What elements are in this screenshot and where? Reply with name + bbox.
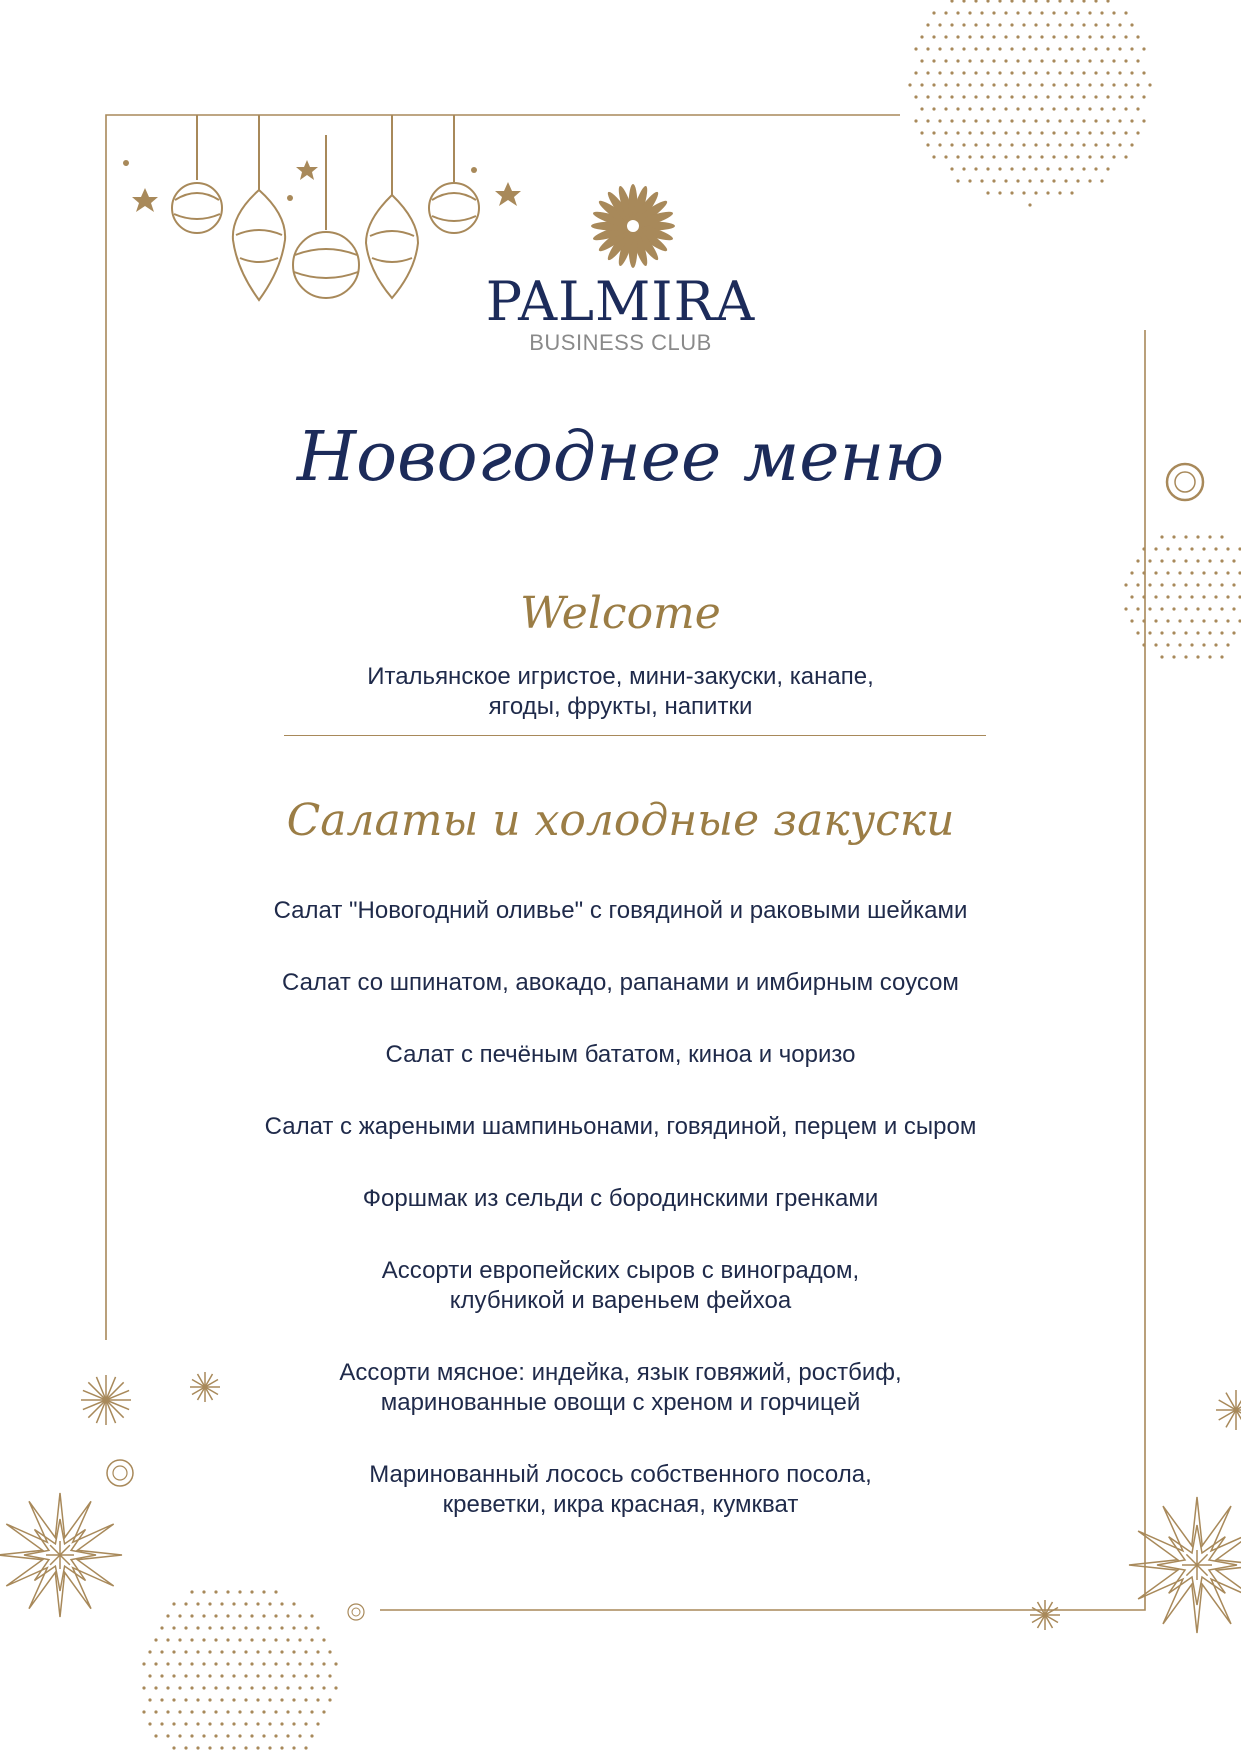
menu-item bbox=[0, 896, 1241, 926]
menu-item bbox=[0, 1358, 1241, 1418]
menu-item bbox=[0, 1040, 1241, 1070]
menu-item-text: Ассорти европейских сыров с виноградом, bbox=[381, 1257, 860, 1284]
menu-item-text: Форшмак из сельди с бородинскими гренками bbox=[362, 1185, 879, 1212]
menu-item bbox=[0, 1112, 1241, 1142]
section-divider bbox=[284, 735, 986, 736]
page-title: Новогоднее меню bbox=[296, 418, 945, 497]
menu-item bbox=[0, 1256, 1241, 1316]
star-icon bbox=[123, 160, 521, 212]
salads-list bbox=[0, 896, 1241, 1562]
welcome-line: ягоды, фрукты, напитки bbox=[488, 693, 753, 720]
menu-item-text: креветки, икра красная, кумкват bbox=[442, 1491, 799, 1518]
menu-item-text: Салат со шпинатом, авокадо, рапанами и имбирным соусом bbox=[282, 969, 959, 996]
menu-item-text: Салат "Новогодний оливье" с говядиной и раковыми шейками bbox=[273, 897, 968, 924]
welcome-line: Итальянское игристое, мини-закуски, канапе, bbox=[367, 663, 874, 690]
palm-emblem-icon bbox=[591, 184, 675, 268]
salads-heading: Салаты и холодные закуски bbox=[286, 795, 955, 846]
welcome-heading: Welcome bbox=[520, 588, 721, 639]
menu-item-text: клубникой и вареньем фейхоа bbox=[449, 1287, 792, 1314]
menu-item-text: Салат с жареными шампиньонами, говядиной, перцем и сыром bbox=[264, 1113, 977, 1140]
menu-item-text: Маринованный лосось собственного посола, bbox=[369, 1461, 872, 1488]
menu-item bbox=[0, 968, 1241, 998]
menu-item-text: Ассорти мясное: индейка, язык говяжий, ростбиф, bbox=[339, 1359, 902, 1386]
welcome-description bbox=[0, 662, 1241, 722]
logo-subtitle: BUSINESS CLUB bbox=[529, 330, 712, 355]
menu-item-text: Салат с печёным бататом, киноа и чоризо bbox=[385, 1041, 856, 1068]
logo-name: PALMIRA bbox=[485, 270, 756, 333]
menu-item-text: маринованные овощи с хреном и горчицей bbox=[380, 1389, 861, 1416]
menu-item bbox=[0, 1184, 1241, 1214]
menu-item bbox=[0, 1460, 1241, 1520]
